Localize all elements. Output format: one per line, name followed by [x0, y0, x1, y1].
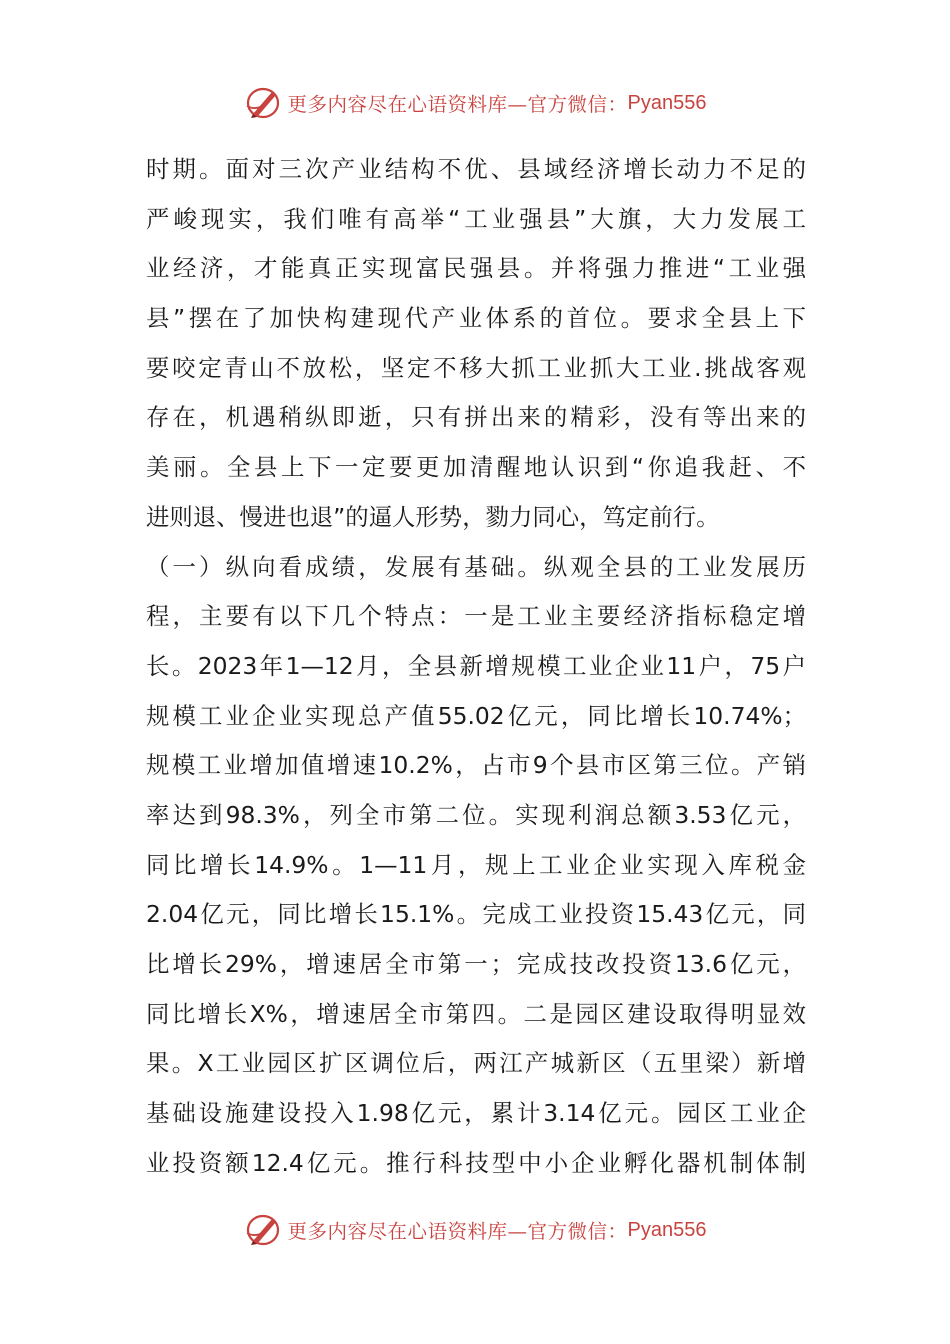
text-line: 同比增长X%，增速居全市第四。二是园区建设取得明显效: [146, 999, 806, 1028]
text-line: 基础设施建设投入1.98亿元，累计3.14亿元。园区工业企: [146, 1099, 806, 1128]
article-body: [146, 145, 806, 1188]
text-line: （一）纵向看成绩，发展有基础。纵观全县的工业发展历: [146, 552, 806, 581]
text-line: 率达到98.3%，列全市第二位。实现利润总额3.53亿元，: [146, 800, 806, 829]
text-line: 2.04亿元，同比增长15.1%。完成工业投资15.43亿元，同: [146, 900, 806, 929]
header-watermark-handle: Pyan556: [627, 91, 707, 114]
text-line: 存在，机遇稍纵即逝，只有拼出来的精彩，没有等出来的: [146, 403, 806, 432]
text-line: 业投资额12.4亿元。推行科技型中小企业孵化器机制体制: [146, 1148, 806, 1177]
text-line: 规模工业增加值增速10.2%，占市9个县市区第三位。产销: [146, 751, 806, 780]
header-watermark-text: 更多内容尽在心语资料库—官方微信：: [287, 93, 628, 116]
text-line: 果。X工业园区扩区调位后，两江产城新区（五里梁）新增: [146, 1049, 806, 1078]
header-watermark: [0, 83, 950, 123]
text-line: 要咬定青山不放松，坚定不移大抓工业抓大工业.挑战客观: [146, 353, 806, 382]
text-line: 比增长29%，增速居全市第一；完成技改投资13.6亿元，: [146, 950, 806, 978]
text-line: 严峻现实，我们唯有高举“工业强县”大旗，大力发展工: [146, 204, 806, 233]
text-line: 长。2023年1—12月，全县新增规模工业企业11户，75户: [146, 651, 806, 680]
text-line: 程，主要有以下几个特点：一是工业主要经济指标稳定增: [146, 602, 806, 631]
paragraph-2: [146, 543, 806, 1189]
text-line: 同比增长14.9%。1—11月，规上工业企业实现入库税金: [146, 850, 806, 879]
pen-logo-icon: [244, 1211, 284, 1249]
pen-logo-icon: [244, 84, 284, 122]
text-line: 美丽。全县上下一定要更加清醒地认识到“你追我赶、不: [146, 453, 806, 482]
footer-watermark: [0, 1210, 950, 1250]
text-line: 时期。面对三次产业结构不优、县域经济增长动力不足的: [146, 155, 806, 183]
text-line: 业经济，才能真正实现富民强县。并将强力推进“工业强: [146, 254, 806, 283]
footer-watermark-handle: Pyan556: [627, 1218, 707, 1241]
text-line: 规模工业企业实现总产值55.02亿元，同比增长10.74%；: [146, 701, 806, 730]
paragraph-1: [146, 145, 806, 543]
text-line: 县”摆在了加快构建现代产业体系的首位。要求全县上下: [146, 304, 806, 333]
footer-watermark-text: 更多内容尽在心语资料库—官方微信：: [287, 1220, 628, 1243]
text-line: 进则退、慢进也退”的逼人形势，勠力同心，笃定前行。: [146, 502, 720, 531]
